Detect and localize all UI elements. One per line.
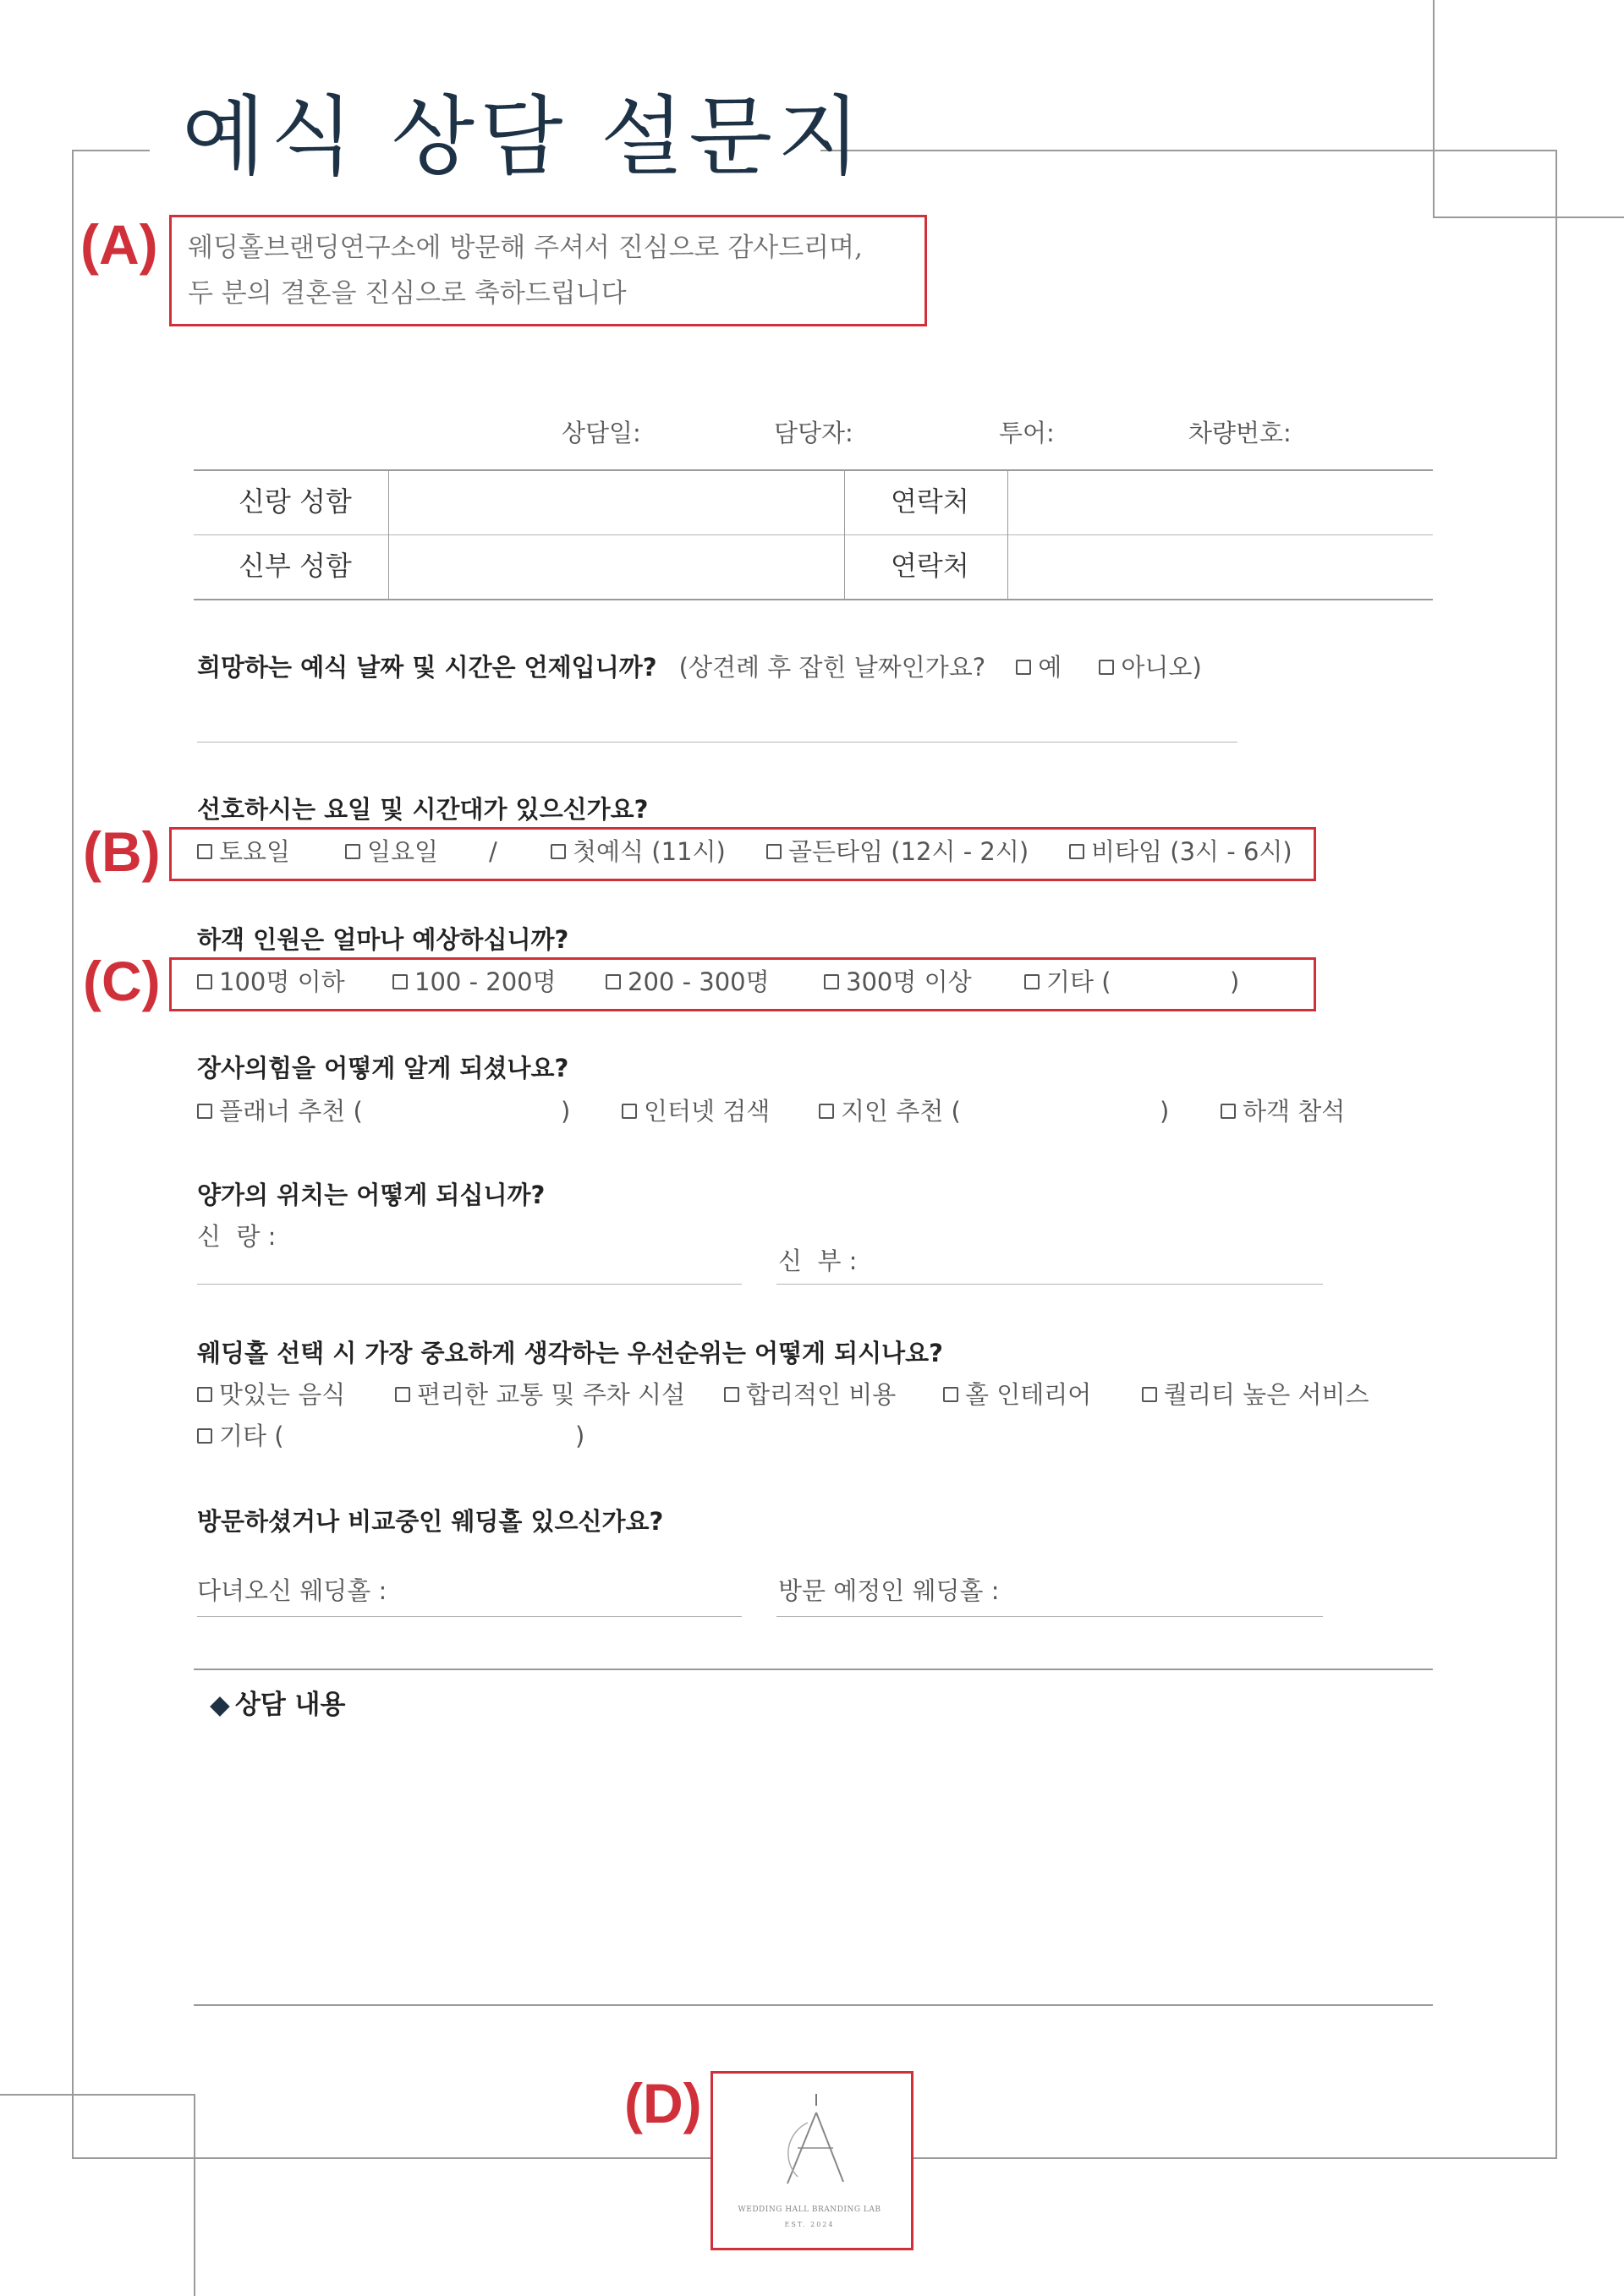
q3-opt-under100[interactable] (197, 967, 345, 996)
q1-no-option[interactable] (1099, 653, 1201, 682)
checkbox[interactable] (1016, 660, 1031, 675)
checkbox[interactable] (1142, 1387, 1157, 1402)
intro-line-1: 웨딩홀브랜딩연구소에 방문해 주셔서 진심으로 감사드리며, (188, 233, 863, 263)
groom-contact-label: 연락처 (891, 485, 969, 518)
logo-est: EST. 2024 (784, 2221, 835, 2228)
q4-opt-internet-label: 인터넷 검색 (644, 1097, 771, 1126)
q4-question: 장사의힘을 어떻게 알게 되셨나요? (197, 1054, 569, 1082)
consult-bottom-line (194, 2004, 1433, 2006)
checkbox[interactable] (197, 1387, 212, 1402)
q5-bride-line[interactable] (776, 1284, 1323, 1285)
q7-visited-label: 다녀오신 웨딩홀 : (197, 1576, 387, 1605)
checkbox[interactable] (1221, 1104, 1236, 1119)
q6-opt-food-label: 맛있는 음식 (219, 1380, 346, 1409)
q3-opt-100-200[interactable] (392, 967, 557, 996)
q4-referral-close: ) (1160, 1097, 1170, 1126)
q2-opt-golden[interactable] (766, 837, 1029, 866)
q4-opt-internet[interactable] (622, 1099, 770, 1124)
q3-opt-other[interactable] (1024, 967, 1111, 996)
q2-question: 선호하시는 요일 및 시간대가 있으신가요? (197, 795, 649, 824)
q3-opt-100-200-label: 100 - 200명 (414, 967, 557, 996)
q1-no-label: 아니오) (1121, 653, 1202, 682)
q2-slash: / (489, 837, 497, 866)
q2-opt-saturday[interactable] (197, 837, 291, 866)
q3-opt-over300-label: 300명 이상 (846, 967, 972, 996)
groom-contact-field[interactable] (1009, 471, 1432, 534)
q7-planned-label: 방문 예정인 웨딩홀 : (778, 1576, 1000, 1605)
frame-bottom-right-line (911, 2157, 1557, 2159)
checkbox[interactable] (1069, 844, 1084, 859)
q1-yes-option[interactable] (1016, 653, 1062, 682)
q4-opt-guest-label: 하객 참석 (1243, 1097, 1346, 1126)
consult-top-line (194, 1669, 1433, 1670)
frame-right-line (1555, 150, 1557, 2158)
q1-yes-label: 예 (1038, 653, 1062, 682)
q6-opt-cost-label: 합리적인 비용 (746, 1380, 897, 1409)
checkbox[interactable] (197, 1428, 212, 1444)
q1-sub-text: (상견례 후 잡힌 날짜인가요? (678, 653, 986, 682)
consult-notes-area[interactable] (194, 1725, 1433, 2000)
q2-opt-sunday-label: 일요일 (367, 837, 439, 866)
q4-opt-planner[interactable] (197, 1099, 363, 1124)
bride-name-label: 신부 성함 (239, 550, 352, 582)
bride-name-field[interactable] (390, 535, 843, 599)
intro-line-2: 두 분의 결혼을 진심으로 축하드립니다 (188, 278, 627, 309)
table-bottom-border (194, 599, 1433, 600)
q7-visited-line[interactable] (197, 1616, 742, 1617)
q4-opt-referral-label: 지인 추천 ( (841, 1097, 961, 1126)
q2-opt-first-label: 첫예식 (11시) (573, 837, 726, 866)
q5-question: 양가의 위치는 어떻게 되십니까? (197, 1181, 546, 1209)
consult-heading (210, 1683, 345, 1721)
callout-label-a: (A) (80, 213, 158, 276)
checkbox[interactable] (766, 844, 782, 859)
q2-opt-sunday[interactable] (345, 837, 439, 866)
checkbox[interactable] (943, 1387, 958, 1402)
q3-opt-under100-label: 100명 이하 (219, 967, 345, 996)
checkbox[interactable] (197, 974, 212, 989)
consult-title: 상담 내용 (234, 1690, 346, 1720)
q3-other-close: ) (1230, 967, 1240, 996)
q6-opt-service-label: 퀄리티 높은 서비스 (1164, 1380, 1369, 1409)
corner-deco-bottom-left-horizontal (0, 2094, 195, 2096)
q3-opt-200-300-label: 200 - 300명 (628, 967, 770, 996)
brand-logo (713, 2074, 906, 2243)
checkbox[interactable] (197, 844, 212, 859)
callout-label-d: (D) (624, 2072, 702, 2134)
corner-deco-top-right-horizontal (1433, 216, 1624, 218)
checkbox[interactable] (724, 1387, 739, 1402)
groom-name-label: 신랑 성함 (239, 485, 352, 518)
q6-question: 웨딩홀 선택 시 가장 중요하게 생각하는 우선순위는 어떻게 되시나요? (197, 1339, 943, 1367)
checkbox[interactable] (345, 844, 360, 859)
q1-answer-line[interactable] (197, 742, 1237, 743)
checkbox[interactable] (819, 1104, 834, 1119)
q3-opt-other-label: 기타 ( (1046, 967, 1111, 996)
bride-contact-label: 연락처 (891, 550, 969, 582)
q6-opt-transport-label: 편리한 교통 및 주차 시설 (417, 1380, 686, 1409)
q2-opt-offpeak-label: 비타임 (3시 - 6시) (1091, 837, 1292, 866)
q6-opt-cost[interactable] (724, 1380, 897, 1409)
q6-other-close: ) (575, 1422, 585, 1450)
checkbox[interactable] (395, 1387, 410, 1402)
checkbox[interactable] (622, 1104, 637, 1119)
checkbox[interactable] (1099, 660, 1114, 675)
q1-question (197, 655, 1202, 680)
bride-contact-field[interactable] (1009, 535, 1432, 599)
q2-opt-golden-label: 골든타임 (12시 - 2시) (788, 837, 1029, 866)
q6-opt-interior-label: 홀 인테리어 (965, 1380, 1092, 1409)
q6-opt-other[interactable] (197, 1424, 284, 1449)
q5-bride-label: 신 부 : (778, 1247, 858, 1275)
q1-question-text: 희망하는 예식 날짜 및 시간은 언제입니까? (197, 653, 657, 682)
intro-text (188, 225, 863, 316)
q3-opt-200-300[interactable] (606, 967, 770, 996)
table-col-divider-3 (1007, 469, 1008, 600)
callout-label-b: (B) (83, 820, 161, 883)
frame-top-left-line (72, 150, 150, 151)
checkbox[interactable] (606, 974, 621, 989)
q5-groom-label: 신 랑 : (197, 1222, 277, 1251)
q7-question: 방문하셨거나 비교중인 웨딩홀 있으신가요? (197, 1507, 664, 1536)
q2-opt-first[interactable] (551, 837, 726, 866)
frame-top-right-line (820, 150, 1557, 151)
table-col-divider-2 (844, 469, 845, 600)
q7-planned-line[interactable] (776, 1616, 1323, 1617)
q6-opt-transport[interactable] (395, 1380, 686, 1409)
meta-car-number: 차량번호: (1188, 419, 1292, 447)
checkbox[interactable] (392, 974, 408, 989)
groom-name-field[interactable] (390, 471, 843, 534)
q6-opt-food[interactable] (197, 1380, 346, 1409)
meta-manager: 담당자: (774, 419, 853, 447)
checkbox[interactable] (197, 1104, 212, 1119)
q4-planner-close: ) (561, 1097, 571, 1126)
corner-deco-bottom-left-vertical (194, 2094, 195, 2296)
q2-opt-offpeak[interactable] (1069, 837, 1292, 866)
checkbox[interactable] (824, 974, 839, 989)
q6-opt-interior[interactable] (943, 1380, 1092, 1409)
q6-opt-service[interactable] (1142, 1380, 1369, 1409)
q4-opt-planner-label: 플래너 추천 ( (219, 1097, 363, 1126)
page-title: 예식 상담 설문지 (182, 87, 866, 188)
checkbox[interactable] (1024, 974, 1040, 989)
frame-bottom-left-line (72, 2157, 710, 2159)
q5-groom-line[interactable] (197, 1284, 742, 1285)
q6-opt-other-label: 기타 ( (219, 1422, 284, 1450)
meta-consult-date: 상담일: (562, 419, 641, 447)
q4-opt-referral[interactable] (819, 1099, 961, 1124)
q3-question: 하객 인원은 얼마나 예상하십니까? (197, 925, 569, 954)
meta-tour: 투어: (999, 419, 1055, 447)
table-col-divider-1 (388, 469, 389, 600)
q2-opt-saturday-label: 토요일 (219, 837, 291, 866)
checkbox[interactable] (551, 844, 566, 859)
frame-left-line (72, 150, 74, 2158)
diamond-icon: ◆ (210, 1690, 230, 1720)
q3-opt-over300[interactable] (824, 967, 972, 996)
corner-deco-top-right-vertical (1433, 0, 1435, 217)
q4-opt-guest[interactable] (1221, 1099, 1345, 1124)
logo-name: WEDDING HALL BRANDING LAB (738, 2206, 881, 2214)
callout-label-c: (C) (83, 950, 161, 1012)
logo-mark-icon (713, 2074, 906, 2200)
